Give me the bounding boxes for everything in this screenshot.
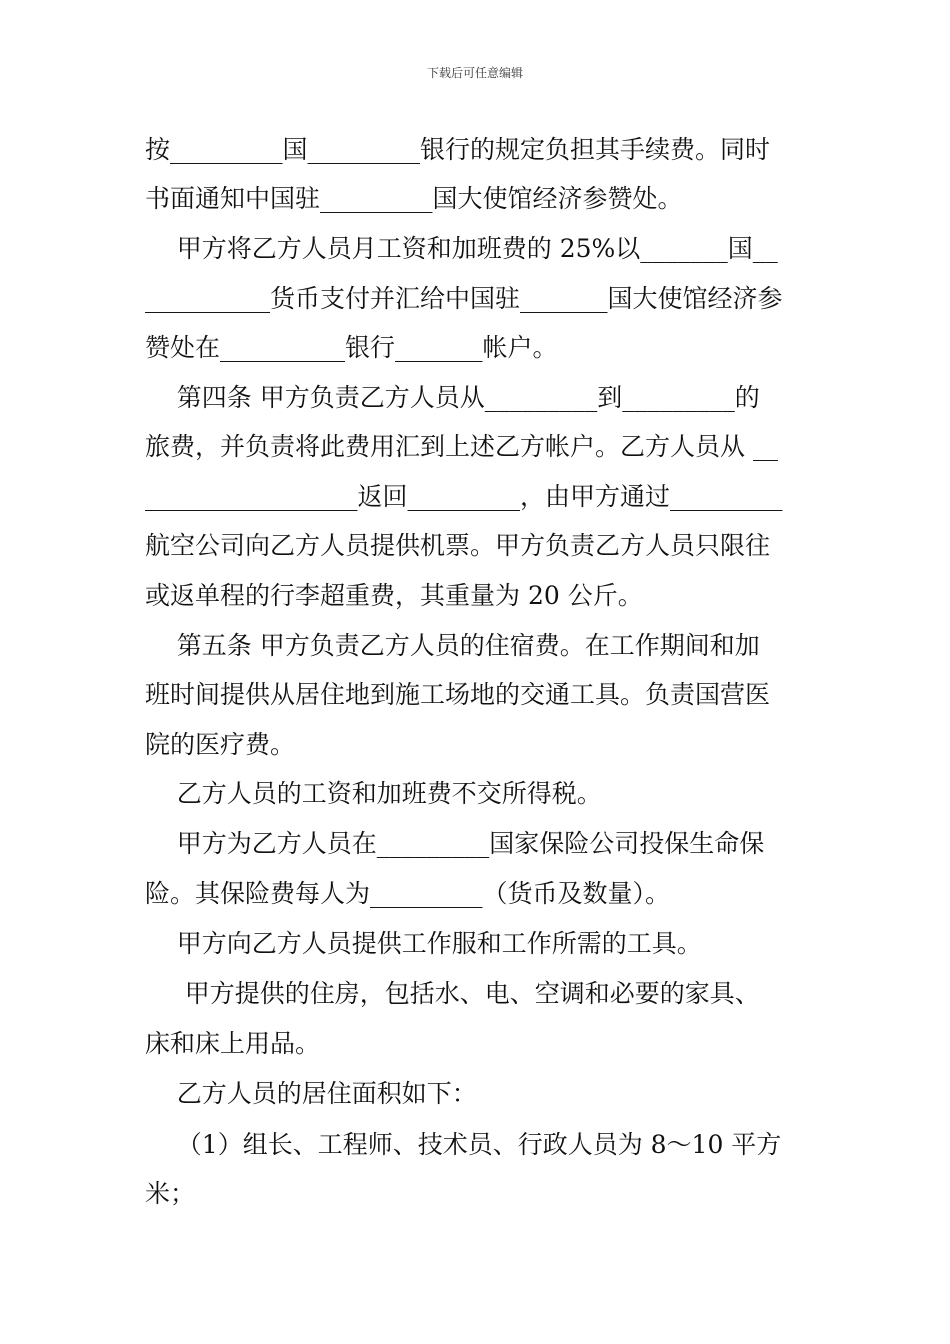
text-line: 班时间提供从居住地到施工场地的交通工具。负责国营医 xyxy=(145,680,771,709)
text-line: （1）组长、工程师、技术员、行政人员为 8～10 平方 xyxy=(145,1130,782,1159)
text-line: 甲方将乙方人员月工资和加班费的 25%以_______国__ xyxy=(145,234,778,263)
text-line: __________货币支付并汇给中国驻_______国大使馆经济参 xyxy=(145,284,783,313)
text-line: 第五条 甲方负责乙方人员的住宿费。在工作期间和加 xyxy=(145,631,760,660)
text-line: 或返单程的行李超重费，其重量为 20 公斤。 xyxy=(145,581,643,610)
text-line: 甲方向乙方人员提供工作服和工作所需的工具。 xyxy=(145,929,702,958)
text-line: 甲方提供的住房，包括水、电、空调和必要的家具、 xyxy=(145,979,760,1008)
text-line: 赞处在__________银行_______帐户。 xyxy=(145,333,558,362)
text-line: 乙方人员的居住面积如下： xyxy=(145,1079,477,1108)
text-line: 按_________国_________银行的规定负担其手续费。同时 xyxy=(145,135,771,164)
text-line: 院的医疗费。 xyxy=(145,730,296,759)
text-line: 甲方为乙方人员在_________国家保险公司投保生命保 xyxy=(145,829,765,858)
page-header: 下载后可任意编辑 xyxy=(426,66,523,80)
text-line: 米； xyxy=(145,1179,196,1208)
text-line: 险。其保险费每人为_________（货币及数量）。 xyxy=(145,879,671,908)
text-line: _________________返回_________，由甲方通过_________ xyxy=(145,482,783,511)
text-line: 第四条 甲方负责乙方人员从_________到_________的 xyxy=(145,383,760,412)
text-line: 旅费，并负责将此费用汇到上述乙方帐户。乙方人员从 __ xyxy=(145,432,778,461)
text-line: 床和床上用品。 xyxy=(145,1029,321,1058)
text-line: 书面通知中国驻_________国大使馆经济参赞处。 xyxy=(145,184,683,213)
text-line: 航空公司向乙方人员提供机票。甲方负责乙方人员只限往 xyxy=(145,531,771,560)
text-line: 乙方人员的工资和加班费不交所得税。 xyxy=(145,779,602,808)
